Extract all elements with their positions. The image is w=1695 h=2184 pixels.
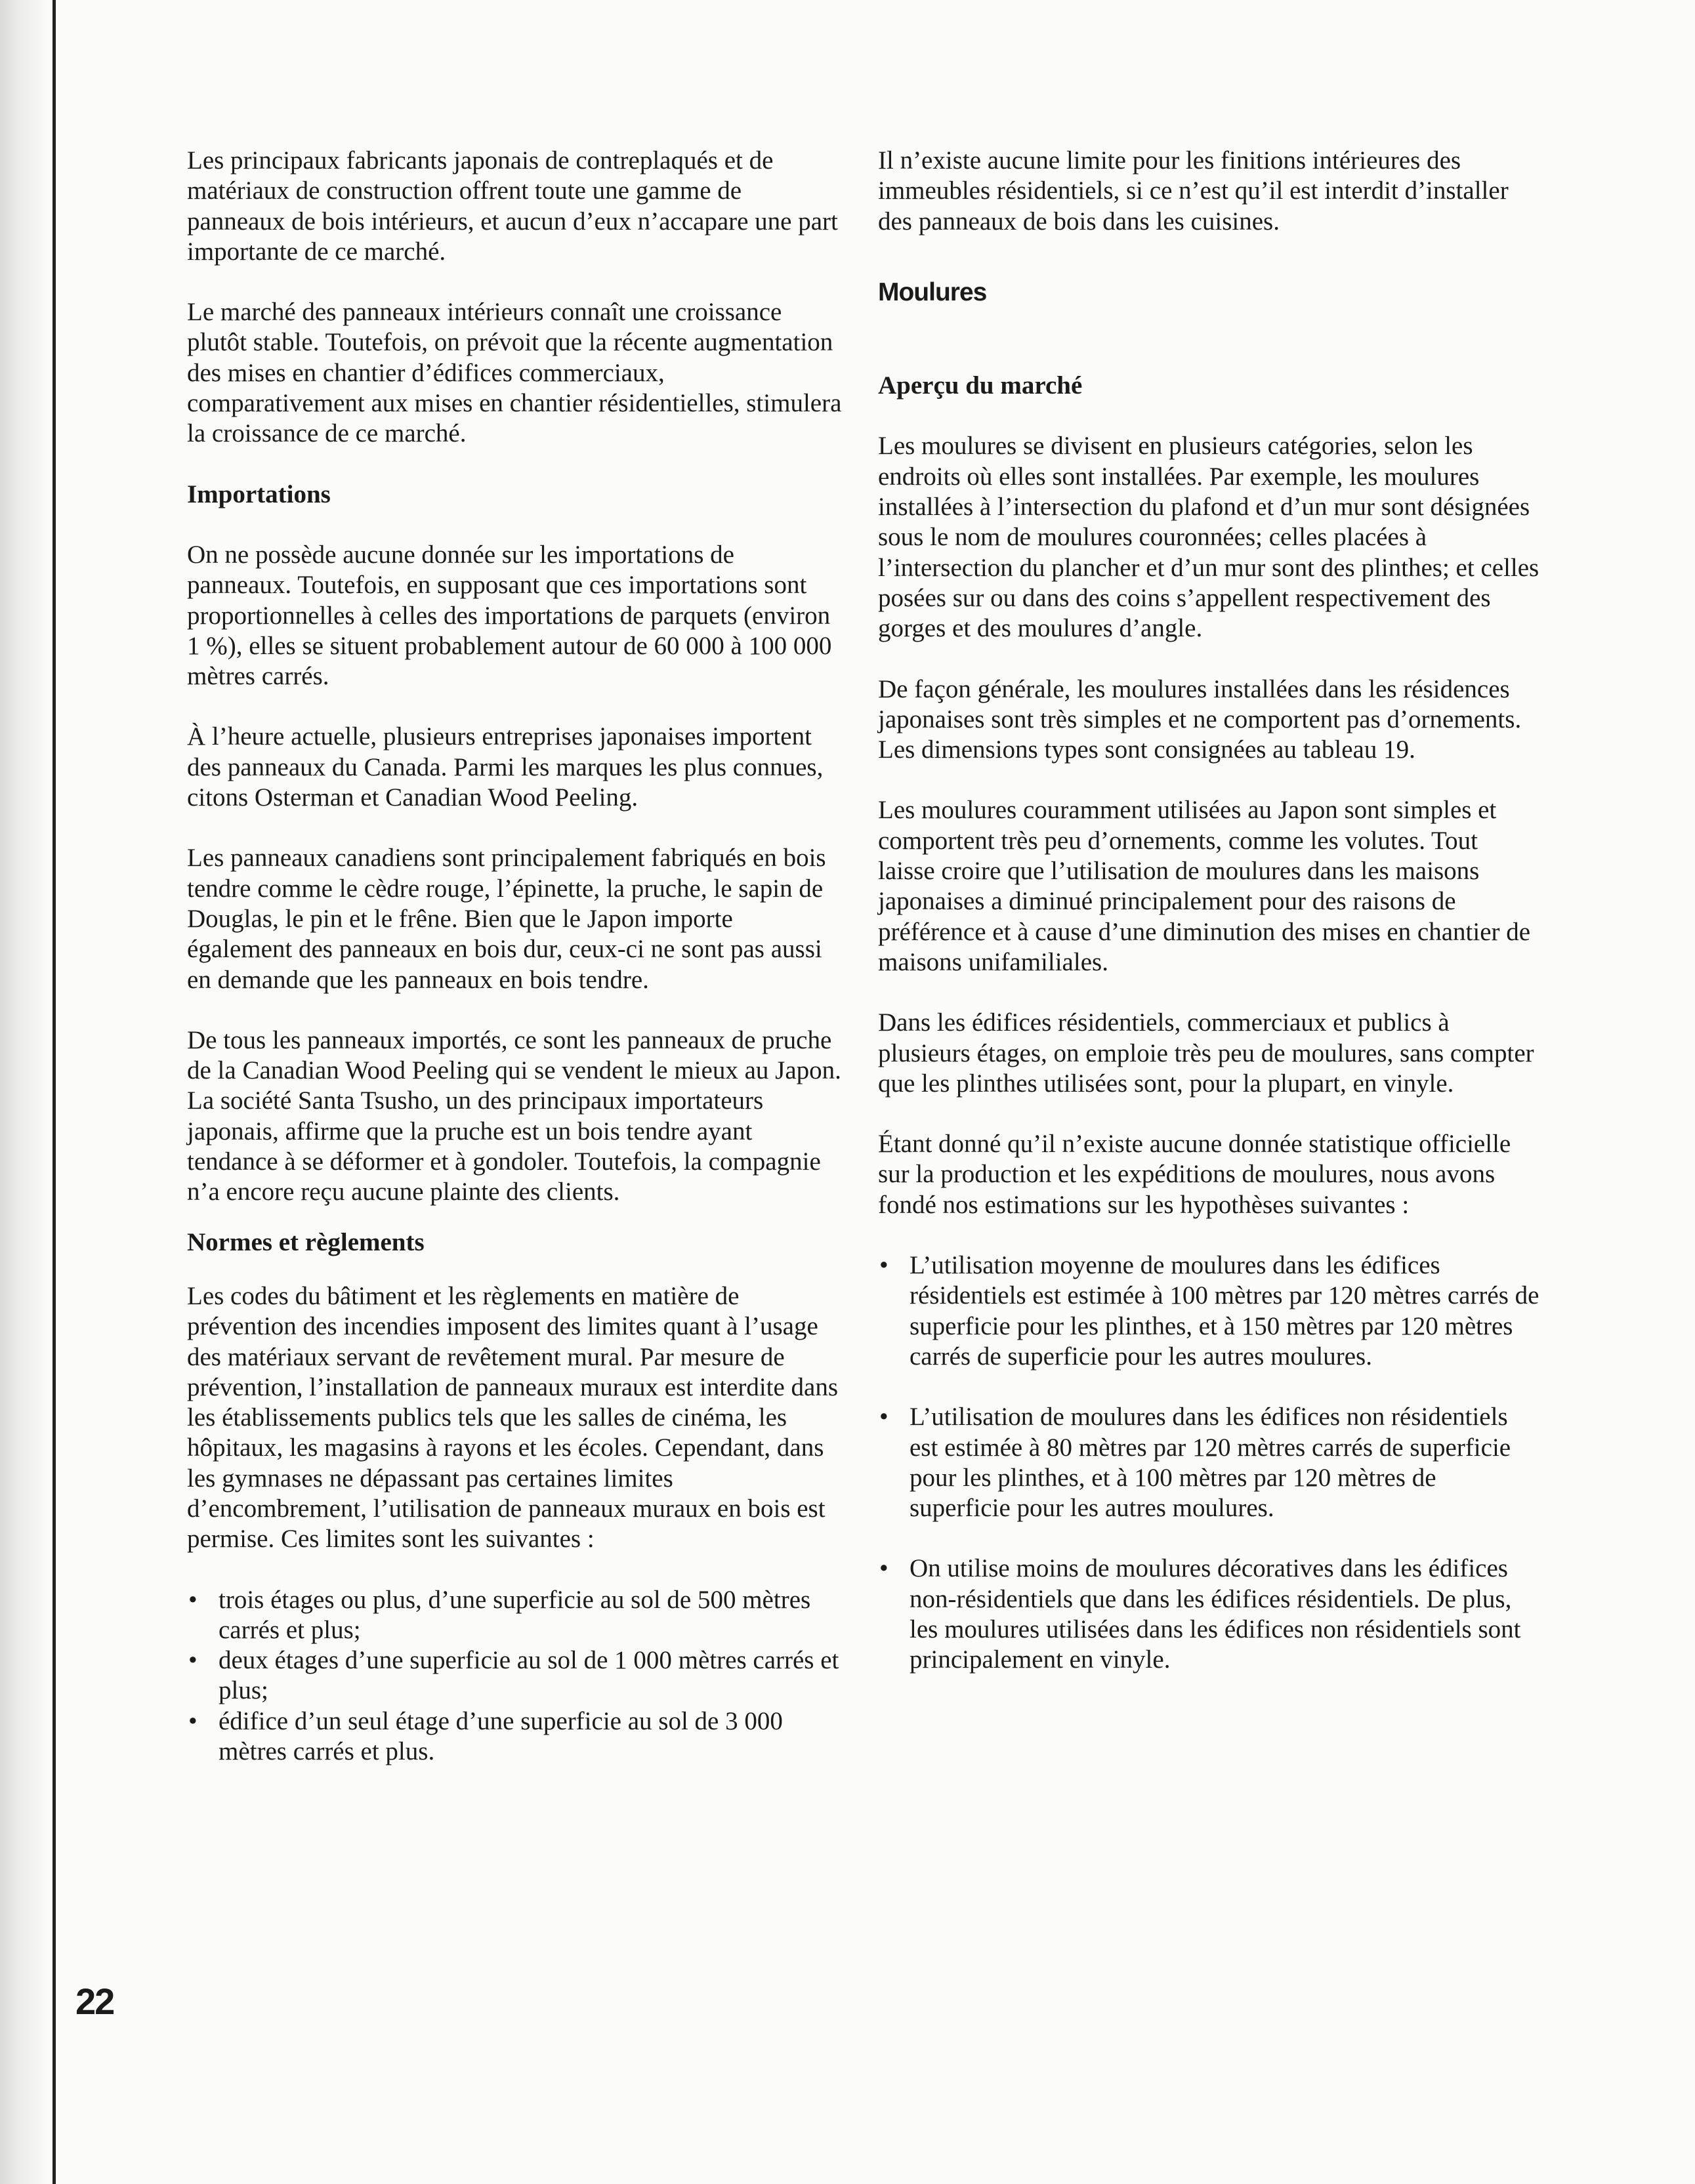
paragraph: Dans les édifices résidentiels, commerciaux et publics à plusieurs étages, on emploie très peu de moulures, sans compter que les plinthes utilisées sont, pour la plupart, en vinyle. xyxy=(878,1008,1534,1098)
paragraph: On ne possède aucune donnée sur les importations de panneaux. Toutefois, en supposant que ces importations sont proportionnelles à celles des importations de parquets (environ 1 %), elles se situent probablement autour de 60 000 à 100 000 mètres carrés. xyxy=(187,540,832,691)
list-item-text: L’utilisation moyenne de moulures dans les édifices résidentiels est estimée à 100 mètres par 120 mètres carrés de superficie pour les plinthes, et à 150 mètres par 120 mètres carrés de superficie pour les autres moulures. xyxy=(910,1251,1539,1370)
paragraph: Les principaux fabricants japonais de contreplaqués et de matériaux de construction offrent toute une gamme de panneaux de bois intérieurs, et aucun d’eux n’accapare une part importante de ce marché. xyxy=(187,146,838,266)
paragraph: Les moulures se divisent en plusieurs catégories, selon les endroits où elles sont installées. Par exemple, les moulures installées à l’intersection du plafond et d’un mur sont désignées sous le nom de moulures couronnées; celles placées à l’intersection du plancher et d’un mur sont des plinthes; et celles posées sur ou dans des coins s’appellent respectivement des gorges et des moulures d’angle. xyxy=(878,432,1539,643)
paragraph: Les moulures couramment utilisées au Japon sont simples et comportent très peu d’ornements, comme les volutes. Tout laisse croire que l’utilisation de moulures dans les maisons japonaises a diminué principalement pour des raisons de préférence et à cause d’une diminution des mises en chantier de maisons unifamiliales. xyxy=(878,796,1531,976)
bullet-icon: • xyxy=(188,1706,198,1735)
section-heading-importations: Importations xyxy=(187,480,331,508)
binding-line xyxy=(52,0,56,2184)
list-item-text: L’utilisation de moulures dans les édifices non résidentiels est estimée à 80 mètres par 120 mètres carrés de superficie pour les plinthes, et à 100 mètres par 120 mètres de superficie pour les autres moulures. xyxy=(910,1403,1511,1523)
list-item xyxy=(187,1706,843,1767)
bullet-icon: • xyxy=(879,1251,889,1280)
page-number: 22 xyxy=(75,1981,114,2022)
paragraph: De façon générale, les moulures installées dans les résidences japonaises sont très simples et ne comportent pas d’ornements. Les dimensions types sont consignées au tableau 19. xyxy=(878,674,1522,764)
list-item xyxy=(878,1250,1541,1372)
scan-margin xyxy=(0,0,47,2184)
paragraph: Le marché des panneaux intérieurs connaît une croissance plutôt stable. Toutefois, on prévoit que la récente augmentation des mises en chantier d’édifices commerciaux, comparativement aux mises en chantier résidentielles, stimulera la croissance de ce marché. xyxy=(187,298,842,448)
bullet-icon: • xyxy=(879,1554,889,1583)
bullet-icon: • xyxy=(188,1646,198,1675)
bullet-list xyxy=(878,1250,1541,1676)
paragraph: À l’heure actuelle, plusieurs entreprises japonaises importent des panneaux du Canada. Parmi les marques les plus connues, citons Osterman et Canadian Wood Peeling. xyxy=(187,722,824,812)
bullet-list xyxy=(187,1585,843,1767)
list-item xyxy=(878,1554,1541,1675)
list-item-text: deux étages d’une superficie au sol de 1 000 mètres carrés et plus; xyxy=(219,1646,839,1705)
paragraph: De tous les panneaux importés, ce sont les panneaux de pruche de la Canadian Wood Peeling qui se vendent le mieux au Japon. La société Santa Tsusho, un des principaux importateurs japonais, affirme que la pruche est un bois tendre ayant tendance à se déformer et à gondoler. Toutefois, la compagnie n’a encore reçu aucune plainte des clients. xyxy=(187,1025,841,1206)
paragraph: Les codes du bâtiment et les règlements en matière de prévention des incendies imposent des limites quant à l’usage des matériaux servant de revêtement mural. Par mesure de prévention, l’installation de panneaux muraux est interdite dans les établissements publics tels que les salles de cinéma, les hôpitaux, les magasins à rayons et les écoles. Cependant, dans les gymnases ne dépassant pas certaines limites d’encombrement, l’utilisation de panneaux muraux en bois est permise. Ces limites sont les suivantes : xyxy=(187,1281,839,1554)
right-column xyxy=(878,146,1541,1706)
section-heading-apercu: Aperçu du marché xyxy=(878,371,1083,400)
list-item xyxy=(187,1585,843,1646)
list-item xyxy=(187,1645,843,1706)
list-item xyxy=(878,1402,1541,1523)
list-item-text: On utilise moins de moulures décoratives dans les édifices non-résidentiels que dans les édifices résidentiels. De plus, les moulures utilisées dans les édifices non résidentiels sont principalement en vinyle. xyxy=(910,1554,1521,1674)
list-item-text: édifice d’un seul étage d’une superficie au sol de 3 000 mètres carrés et plus. xyxy=(219,1706,783,1766)
section-heading-normes: Normes et règlements xyxy=(187,1227,425,1256)
paragraph: Il n’existe aucune limite pour les finitions intérieures des immeubles résidentiels, si ce n’est qu’il est interdit d’installer des panneaux de bois dans les cuisines. xyxy=(878,146,1509,236)
major-heading-moulures: Moulures xyxy=(878,278,987,306)
paragraph: Les panneaux canadiens sont principalement fabriqués en bois tendre comme le cèdre rouge, l’épinette, la pruche, le sapin de Douglas, le pin et le frêne. Bien que le Japon importe également des panneaux en bois dur, ceux-ci ne sont pas aussi en demande que les panneaux en bois tendre. xyxy=(187,844,826,994)
list-item-text: trois étages ou plus, d’une superficie au sol de 500 mètres carrés et plus; xyxy=(219,1585,811,1644)
paragraph: Étant donné qu’il n’existe aucune donnée statistique officielle sur la production et les expéditions de moulures, nous avons fondé nos estimations sur les hypothèses suivantes : xyxy=(878,1130,1511,1219)
left-column xyxy=(187,146,843,1797)
bullet-icon: • xyxy=(879,1403,889,1432)
bullet-icon: • xyxy=(188,1585,198,1614)
